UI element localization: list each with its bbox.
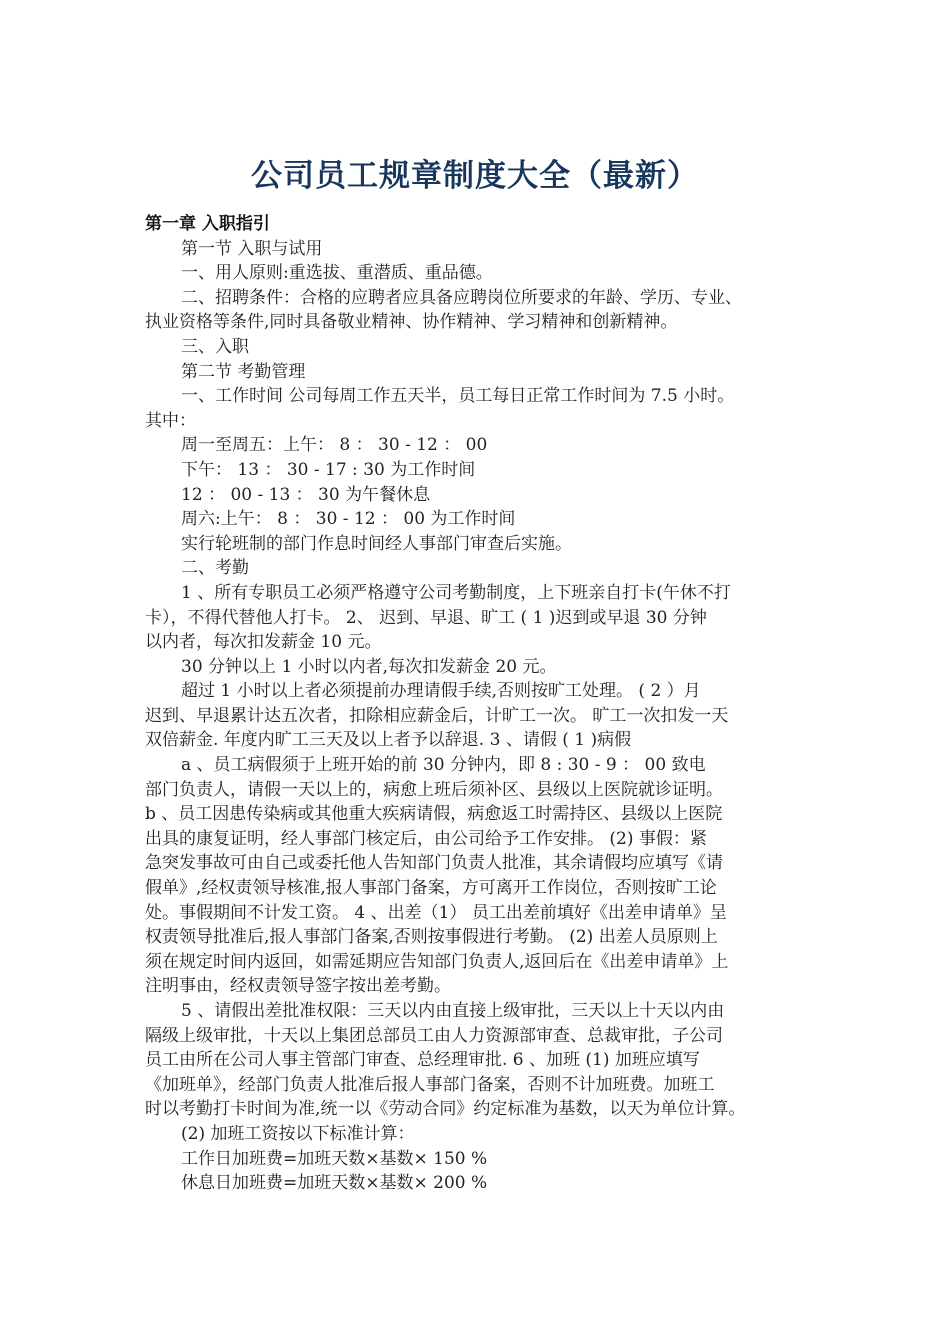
text-line: 超过 1 小时以上者必须提前办理请假手续,否则按旷工处理。 ( 2 ）月	[181, 681, 701, 702]
text-line: 时以考勤打卡时间为准,统一以《劳动合同》约定标准为基数，以天为单位计算。	[145, 1099, 746, 1120]
text-line: 卡），不得代替他人打卡。 2、 迟到、早退、旷工 ( 1 )迟到或早退 30 分钟	[145, 607, 707, 628]
document-body	[145, 212, 820, 1196]
text-line: 下午： 13 ： 30 - 17 : 30 为工作时间	[181, 459, 476, 480]
text-line: 处。事假期间不计发工资。 4 、出差（1） 员工出差前填好《出差申请单》呈	[145, 902, 727, 923]
text-line: 第一节 入职与试用	[181, 238, 323, 259]
text-line: 二、招聘条件：合格的应聘者应具备应聘岗位所要求的年龄、学历、专业、	[181, 287, 742, 308]
text-line: a 、员工病假须于上班开始的前 30 分钟内，即 8 : 30 - 9 ： 00 致电	[181, 755, 706, 776]
text-line: 部门负责人，请假一天以上的，病愈上班后须补区、县级以上医院就诊证明。	[145, 779, 723, 800]
text-line: 二、考勤	[181, 558, 249, 579]
text-line: 执业资格等条件,同时具备敬业精神、协作精神、学习精神和创新精神。	[145, 312, 678, 333]
text-line: 周一至周五：上午： 8 ： 30 - 12 ： 00	[181, 435, 488, 456]
chapter-heading: 第一章 入职指引	[145, 214, 270, 234]
document-title: 公司员工规章制度大全（最新）	[251, 158, 699, 194]
text-line: 急突发事故可由自己或委托他人告知部门负责人批准，其余请假均应填写《请	[145, 853, 723, 874]
text-line: 注明事由，经权责领导签字按出差考勤。	[145, 976, 451, 997]
text-line: 三、入职	[181, 336, 249, 357]
text-line: 12 ： 00 - 13 ： 30 为午餐休息	[181, 484, 431, 505]
text-line: 周六:上午： 8 ： 30 - 12 ： 00 为工作时间	[181, 509, 516, 530]
text-line: 其中：	[145, 410, 196, 431]
text-line: 1 、所有专职员工必须严格遵守公司考勤制度，上下班亲自打卡(午休不打	[181, 582, 731, 603]
text-line: 一、工作时间 公司每周工作五天半，员工每日正常工作时间为 7.5 小时。	[181, 386, 735, 407]
text-line: 隔级上级审批，十天以上集团总部员工由人力资源部审查、总裁审批，子公司	[145, 1025, 723, 1046]
text-line: 权责领导批准后,报人事部门备案,否则按事假进行考勤。 (2) 出差人员原则上	[145, 927, 718, 948]
text-line: (2) 加班工资按以下标准计算：	[181, 1123, 415, 1144]
text-line: 迟到、早退累计达五次者，扣除相应薪金后，计旷工一次。 旷工一次扣发一天	[145, 705, 729, 726]
text-line: 休息日加班费=加班天数×基数× 200 %	[181, 1173, 488, 1194]
text-line: 以内者，每次扣发薪金 10 元。	[145, 632, 382, 653]
text-line: 须在规定时间内返回，如需延期应告知部门负责人,返回后在《出差申请单》上	[145, 951, 729, 972]
text-line: 双倍薪金. 年度内旷工三天及以上者予以辞退. 3 、请假 ( 1 )病假	[145, 730, 632, 751]
text-line: 第二节 考勤管理	[181, 361, 306, 382]
text-line: 出具的康复证明，经人事部门核定后，由公司给予工作安排。 (2) 事假：紧	[145, 828, 707, 849]
text-line: 一、用人原则:重选拔、重潜质、重品德。	[181, 263, 493, 284]
text-line: 假单》,经权责领导核准,报人事部门备案，方可离开工作岗位，否则按旷工论	[145, 878, 717, 899]
text-line: 工作日加班费=加班天数×基数× 150 %	[181, 1148, 488, 1169]
text-line: b 、员工因患传染病或其他重大疾病请假，病愈返工时需持区、县级以上医院	[145, 804, 723, 825]
text-line: 《加班单》，经部门负责人批准后报人事部门备案，否则不计加班费。加班工	[145, 1074, 715, 1095]
text-line: 5 、请假出差批准权限：三天以内由直接上级审批，三天以上十天以内由	[181, 1001, 725, 1021]
text-line: 员工由所在公司人事主管部门审查、总经理审批. 6 、加班 (1) 加班应填写	[145, 1050, 700, 1071]
text-line: 30 分钟以上 1 小时以内者,每次扣发薪金 20 元。	[181, 656, 557, 677]
text-line: 实行轮班制的部门作息时间经人事部门审查后实施。	[181, 533, 572, 554]
